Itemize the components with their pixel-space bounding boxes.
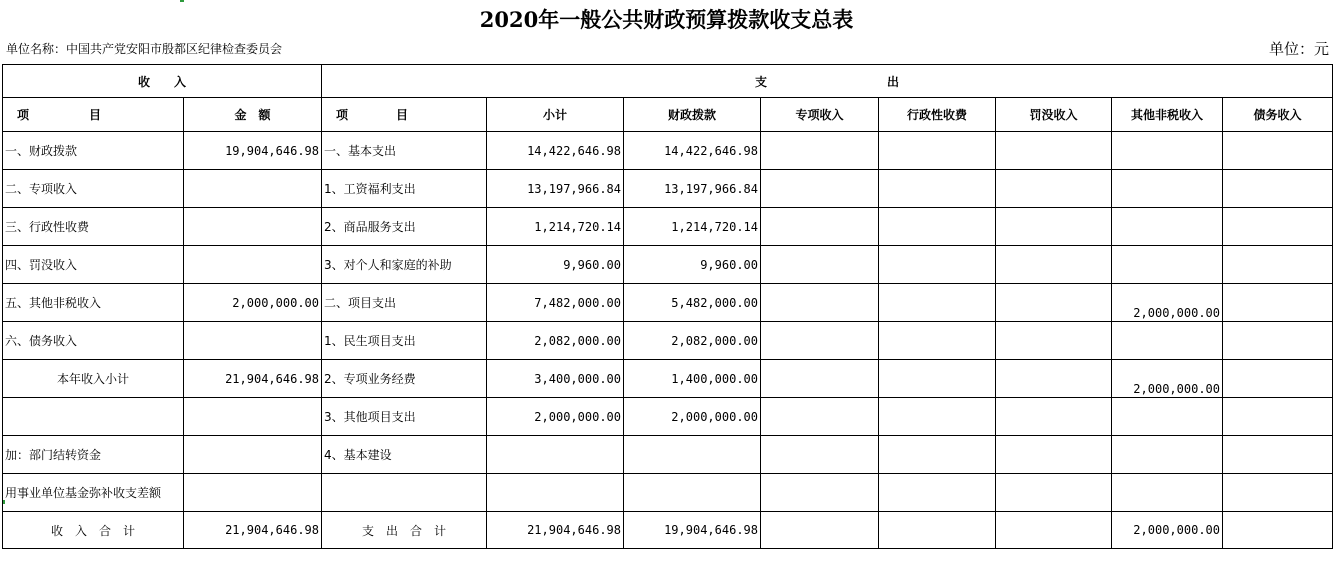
income-item-cell: 五、其他非税收入	[3, 284, 184, 322]
debt-income-cell	[1223, 132, 1333, 170]
other-nontax-cell	[1112, 398, 1223, 436]
fines-cell	[996, 436, 1112, 474]
fines-cell	[996, 398, 1112, 436]
other-nontax-cell	[1112, 132, 1223, 170]
debt-income-cell	[1223, 284, 1333, 322]
admin-fee-cell	[879, 360, 996, 398]
table-row	[3, 170, 1333, 208]
admin-fee-cell	[879, 208, 996, 246]
subtotal-total: 21,904,646.98	[487, 512, 624, 549]
other-nontax-header: 其他非税收入	[1112, 98, 1223, 132]
other-nontax-total: 2,000,000.00	[1112, 512, 1223, 549]
fines-cell	[996, 246, 1112, 284]
subtotal-cell: 9,960.00	[487, 246, 624, 284]
special-income-cell	[761, 246, 879, 284]
income-amount-cell	[184, 246, 322, 284]
fiscal-cell: 1,214,720.14	[624, 208, 761, 246]
totals-row	[3, 512, 1333, 549]
subtotal-cell: 2,082,000.00	[487, 322, 624, 360]
debt-income-cell	[1223, 208, 1333, 246]
income-item-cell	[3, 398, 184, 436]
other-nontax-cell: 2,000,000.00	[1112, 360, 1223, 398]
debt-income-total	[1223, 512, 1333, 549]
debt-income-cell	[1223, 436, 1333, 474]
subtotal-cell: 13,197,966.84	[487, 170, 624, 208]
income-item-cell: 用事业单位基金弥补收支差额	[3, 474, 184, 512]
expense-item-cell: 4、基本建设	[322, 436, 487, 474]
table-row	[3, 398, 1333, 436]
fiscal-cell: 13,197,966.84	[624, 170, 761, 208]
table-row	[3, 436, 1333, 474]
other-nontax-cell	[1112, 246, 1223, 284]
debt-income-cell	[1223, 474, 1333, 512]
fiscal-cell	[624, 436, 761, 474]
header-row-2	[3, 98, 1333, 132]
fiscal-cell: 5,482,000.00	[624, 284, 761, 322]
special-income-cell	[761, 284, 879, 322]
fines-cell	[996, 360, 1112, 398]
special-income-cell	[761, 436, 879, 474]
admin-fee-cell	[879, 246, 996, 284]
income-amount-cell	[184, 170, 322, 208]
special-income-cell	[761, 132, 879, 170]
other-nontax-cell	[1112, 322, 1223, 360]
other-nontax-cell: 2,000,000.00	[1112, 284, 1223, 322]
income-total-label: 收 入 合 计	[3, 512, 184, 549]
other-nontax-cell	[1112, 474, 1223, 512]
budget-table	[2, 64, 1333, 549]
special-income-cell	[761, 360, 879, 398]
other-nontax-cell	[1112, 436, 1223, 474]
cell-marker	[180, 0, 184, 2]
subtotal-cell	[487, 474, 624, 512]
unit-name-label: 单位名称：中国共产党安阳市殷都区纪律检查委员会	[6, 42, 283, 56]
subtotal-cell: 1,214,720.14	[487, 208, 624, 246]
income-total-amount: 21,904,646.98	[184, 512, 322, 549]
fines-cell	[996, 170, 1112, 208]
expense-item-cell: 2、商品服务支出	[322, 208, 487, 246]
expense-item-header: 项 目	[322, 98, 487, 132]
admin-fee-header: 行政性收费	[879, 98, 996, 132]
amount-header: 金 额	[184, 98, 322, 132]
other-nontax-cell	[1112, 208, 1223, 246]
subtotal-cell	[487, 436, 624, 474]
expense-item-cell: 一、基本支出	[322, 132, 487, 170]
income-item-cell: 加：部门结转资金	[3, 436, 184, 474]
subtotal-cell: 3,400,000.00	[487, 360, 624, 398]
expense-item-cell: 2、专项业务经费	[322, 360, 487, 398]
fines-cell	[996, 284, 1112, 322]
currency-unit-label: 单位：元	[1268, 40, 1329, 58]
expense-header: 支 出	[322, 65, 1333, 98]
income-item-cell: 四、罚没收入	[3, 246, 184, 284]
expense-total-label: 支 出 合 计	[322, 512, 487, 549]
fines-cell	[996, 132, 1112, 170]
special-income-header: 专项收入	[761, 98, 879, 132]
income-amount-cell	[184, 322, 322, 360]
special-income-cell	[761, 398, 879, 436]
expense-item-cell: 二、项目支出	[322, 284, 487, 322]
income-item-cell: 二、专项收入	[3, 170, 184, 208]
income-item-cell: 一、财政拨款	[3, 132, 184, 170]
admin-fee-cell	[879, 436, 996, 474]
income-header: 收 入	[3, 65, 322, 98]
fiscal-cell: 2,000,000.00	[624, 398, 761, 436]
special-income-cell	[761, 322, 879, 360]
table-row	[3, 246, 1333, 284]
admin-fee-cell	[879, 398, 996, 436]
special-income-cell	[761, 170, 879, 208]
expense-item-cell: 3、其他项目支出	[322, 398, 487, 436]
fines-header: 罚没收入	[996, 98, 1112, 132]
admin-fee-cell	[879, 132, 996, 170]
admin-fee-cell	[879, 474, 996, 512]
debt-income-cell	[1223, 360, 1333, 398]
admin-fee-total	[879, 512, 996, 549]
income-subtotal-label: 本年收入小计	[3, 360, 184, 398]
fines-total	[996, 512, 1112, 549]
subtotal-cell: 2,000,000.00	[487, 398, 624, 436]
expense-item-cell	[322, 474, 487, 512]
fiscal-total: 19,904,646.98	[624, 512, 761, 549]
table-row	[3, 474, 1333, 512]
header-row-1	[3, 65, 1333, 98]
income-item-header: 项 目	[3, 98, 184, 132]
income-item-cell: 六、债务收入	[3, 322, 184, 360]
admin-fee-cell	[879, 170, 996, 208]
income-amount-cell: 19,904,646.98	[184, 132, 322, 170]
fiscal-cell	[624, 474, 761, 512]
fiscal-header: 财政拨款	[624, 98, 761, 132]
income-amount-cell	[184, 398, 322, 436]
table-row	[3, 322, 1333, 360]
fines-cell	[996, 322, 1112, 360]
fiscal-cell: 2,082,000.00	[624, 322, 761, 360]
table-row	[3, 284, 1333, 322]
debt-income-cell	[1223, 170, 1333, 208]
admin-fee-cell	[879, 284, 996, 322]
special-income-total	[761, 512, 879, 549]
income-amount-cell: 21,904,646.98	[184, 360, 322, 398]
fiscal-cell: 1,400,000.00	[624, 360, 761, 398]
table-row	[3, 360, 1333, 398]
fiscal-cell: 14,422,646.98	[624, 132, 761, 170]
expense-item-cell: 1、工资福利支出	[322, 170, 487, 208]
fiscal-cell: 9,960.00	[624, 246, 761, 284]
subtotal-cell: 14,422,646.98	[487, 132, 624, 170]
subtotal-cell: 7,482,000.00	[487, 284, 624, 322]
admin-fee-cell	[879, 322, 996, 360]
debt-income-cell	[1223, 322, 1333, 360]
income-amount-cell	[184, 436, 322, 474]
other-nontax-cell	[1112, 170, 1223, 208]
income-item-cell: 三、行政性收费	[3, 208, 184, 246]
income-amount-cell	[184, 208, 322, 246]
table-row	[3, 208, 1333, 246]
special-income-cell	[761, 208, 879, 246]
debt-income-cell	[1223, 246, 1333, 284]
debt-income-header: 债务收入	[1223, 98, 1333, 132]
table-row	[3, 132, 1333, 170]
special-income-cell	[761, 474, 879, 512]
income-amount-cell	[184, 474, 322, 512]
subtotal-header: 小计	[487, 98, 624, 132]
expense-item-cell: 1、民生项目支出	[322, 322, 487, 360]
income-amount-cell: 2,000,000.00	[184, 284, 322, 322]
fines-cell	[996, 208, 1112, 246]
report-title: 2020年一般公共财政预算拨款收支总表	[479, 7, 854, 32]
debt-income-cell	[1223, 398, 1333, 436]
expense-item-cell: 3、对个人和家庭的补助	[322, 246, 487, 284]
fines-cell	[996, 474, 1112, 512]
